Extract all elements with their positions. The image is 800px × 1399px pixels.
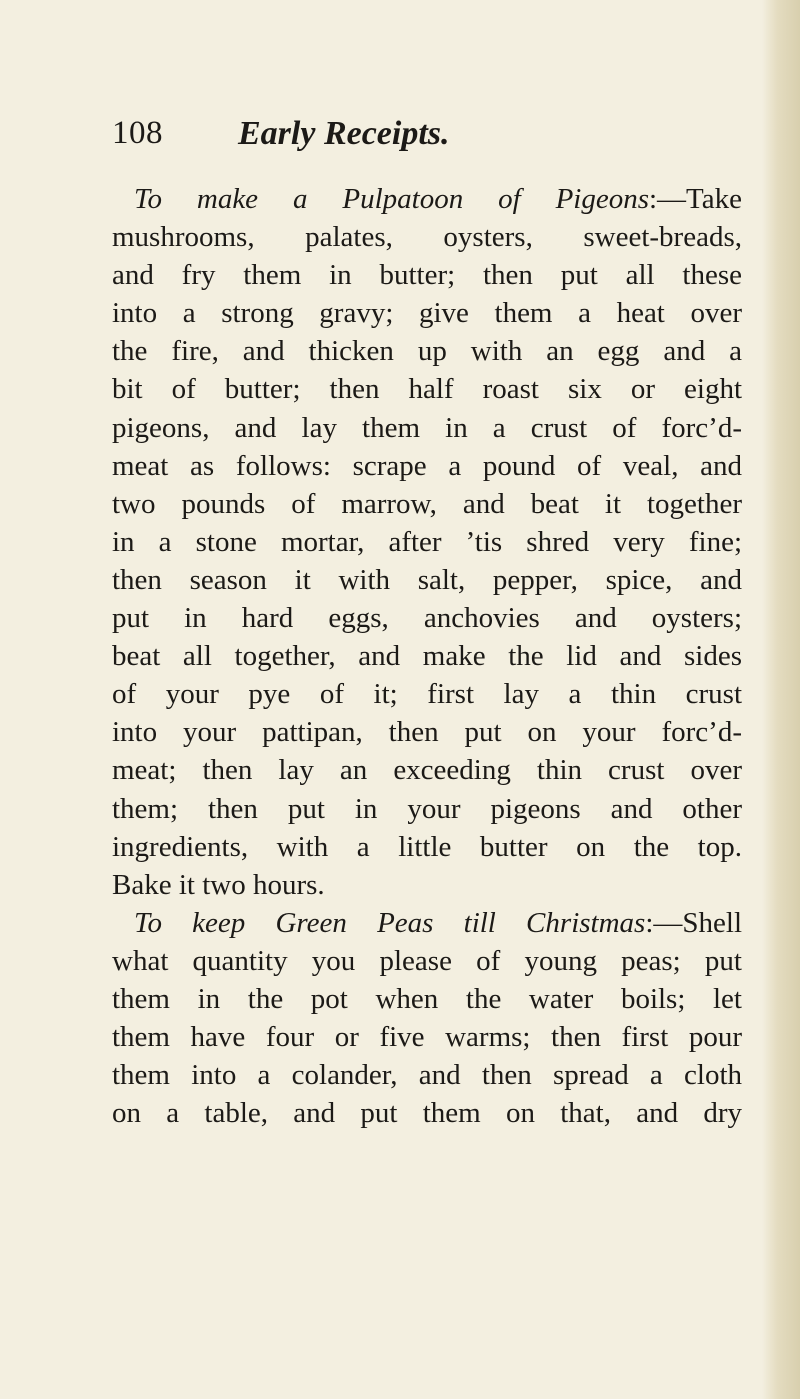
text-line: them in the pot when the water boils; let [112, 982, 742, 1015]
text-line: them have four or five warms; then first pour [112, 1021, 742, 1054]
text-line: into your pattipan, then put on your forc’d- [112, 716, 742, 749]
text-line: and fry them in butter; then put all these [112, 259, 742, 292]
text-line: what quantity you please of young peas; put [112, 944, 742, 977]
text-line: beat all together, and make the lid and sides [112, 640, 742, 673]
text-line: then season it with salt, pepper, spice, and [112, 563, 742, 596]
recipe-title-line [112, 180, 742, 218]
text-line: pigeons, and lay them in a crust of forc’d- [112, 411, 742, 444]
page-number: 108 [112, 115, 163, 151]
text-line: bit of butter; then half roast six or eight [112, 373, 742, 406]
text-line: in a stone mortar, after ’tis shred very fine; [112, 525, 742, 558]
recipe-title: To make a Pulpatoon of Pigeons [134, 183, 649, 215]
text-line: mushrooms, palates, oysters, sweet-breads, [112, 221, 742, 254]
text-line: ingredients, with a little butter on the top. [112, 830, 742, 863]
recipe-title: To keep Green Peas till Christmas [134, 906, 646, 939]
recipe-text [112, 180, 742, 1132]
text-line: meat; then lay an exceeding thin crust over [112, 754, 742, 787]
text-line: into a strong gravy; give them a heat over [112, 297, 742, 330]
text-line: them; then put in your pigeons and other [112, 792, 742, 825]
text-line: the fire, and thicken up with an egg and a [112, 335, 742, 368]
text-line: on a table, and put them on that, and dry [112, 1097, 742, 1130]
text-line: them into a colander, and then spread a cloth [112, 1059, 742, 1092]
page-edge-shadow [762, 0, 800, 1399]
text-line: two pounds of marrow, and beat it together [112, 487, 742, 520]
text-line: :—Shell [645, 906, 742, 939]
text-line: meat as follows: scrape a pound of veal, and [112, 449, 742, 482]
recipe-title-line [112, 904, 742, 942]
page-header [112, 115, 752, 161]
text-line: Bake it two hours. [112, 868, 325, 901]
text-line: put in hard eggs, anchovies and oysters; [112, 602, 742, 635]
text-line: :—Take [649, 183, 742, 215]
running-title: Early Receipts. [238, 115, 450, 152]
text-line: of your pye of it; first lay a thin crust [112, 678, 742, 711]
